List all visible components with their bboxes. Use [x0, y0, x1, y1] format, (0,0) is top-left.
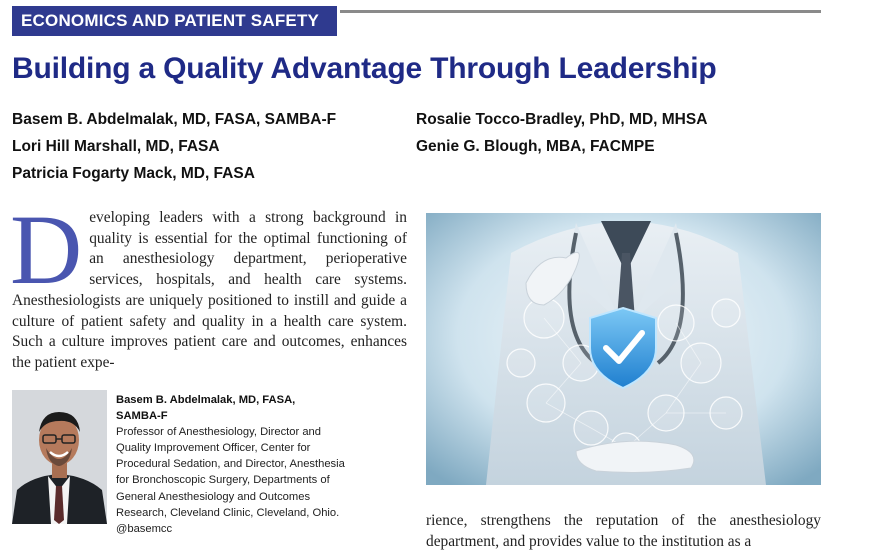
doctor-shield-check-icon [426, 213, 821, 485]
bio-handle: @basemcc [116, 522, 173, 535]
author-list-left [12, 106, 336, 187]
bio-name-credential: SAMBA-F [116, 410, 168, 423]
continued-paragraph: rience, strengthens the reputation of the anesthesiology department, and provides value to the institution as a [426, 512, 821, 550]
section-label: ECONOMICS AND PATIENT SAFETY [12, 6, 337, 36]
bio-name: Basem B. Abdelmalak, MD, FASA, [116, 394, 296, 406]
author-list-right [416, 106, 707, 160]
intro-text: eveloping leaders with a strong background in quality is essential for the optimal functioning of an anesthesiology department, perioperative services, hospitals, and health care systems. Anesthesiologists are uniquely positioned to instill and guide a culture of patient safety and quality in a health care system. Such a culture improves patient care and outcomes, enhances the patient expe- [12, 209, 407, 371]
author-bio [116, 392, 356, 537]
intro-paragraph [10, 194, 407, 374]
author-name: Genie G. Blough, MBA, FACMPE [416, 138, 655, 155]
author-name: Rosalie Tocco-Bradley, PhD, MD, MHSA [416, 111, 708, 128]
author-name: Patricia Fogarty Mack, MD, FASA [12, 165, 255, 182]
author-name: Basem B. Abdelmalak, MD, FASA, SAMBA-F [12, 111, 337, 128]
hero-illustration [426, 213, 821, 485]
bio-role: Professor of Anesthesiology, Director and Quality Improvement Officer, Center for Procedural Sedation, and Director, Anesthesia for Bronchoscopic Surgery, Departments of General Anesthesiology and Outcomes Research, Cleveland Clinic, Cleveland, Ohio. [116, 426, 345, 519]
drop-cap: D [10, 194, 83, 305]
article-title: Building a Quality Advantage Through Leadership [12, 52, 717, 85]
author-name: Lori Hill Marshall, MD, FASA [12, 138, 220, 155]
header-rule [340, 10, 821, 13]
author-portrait [12, 390, 107, 524]
